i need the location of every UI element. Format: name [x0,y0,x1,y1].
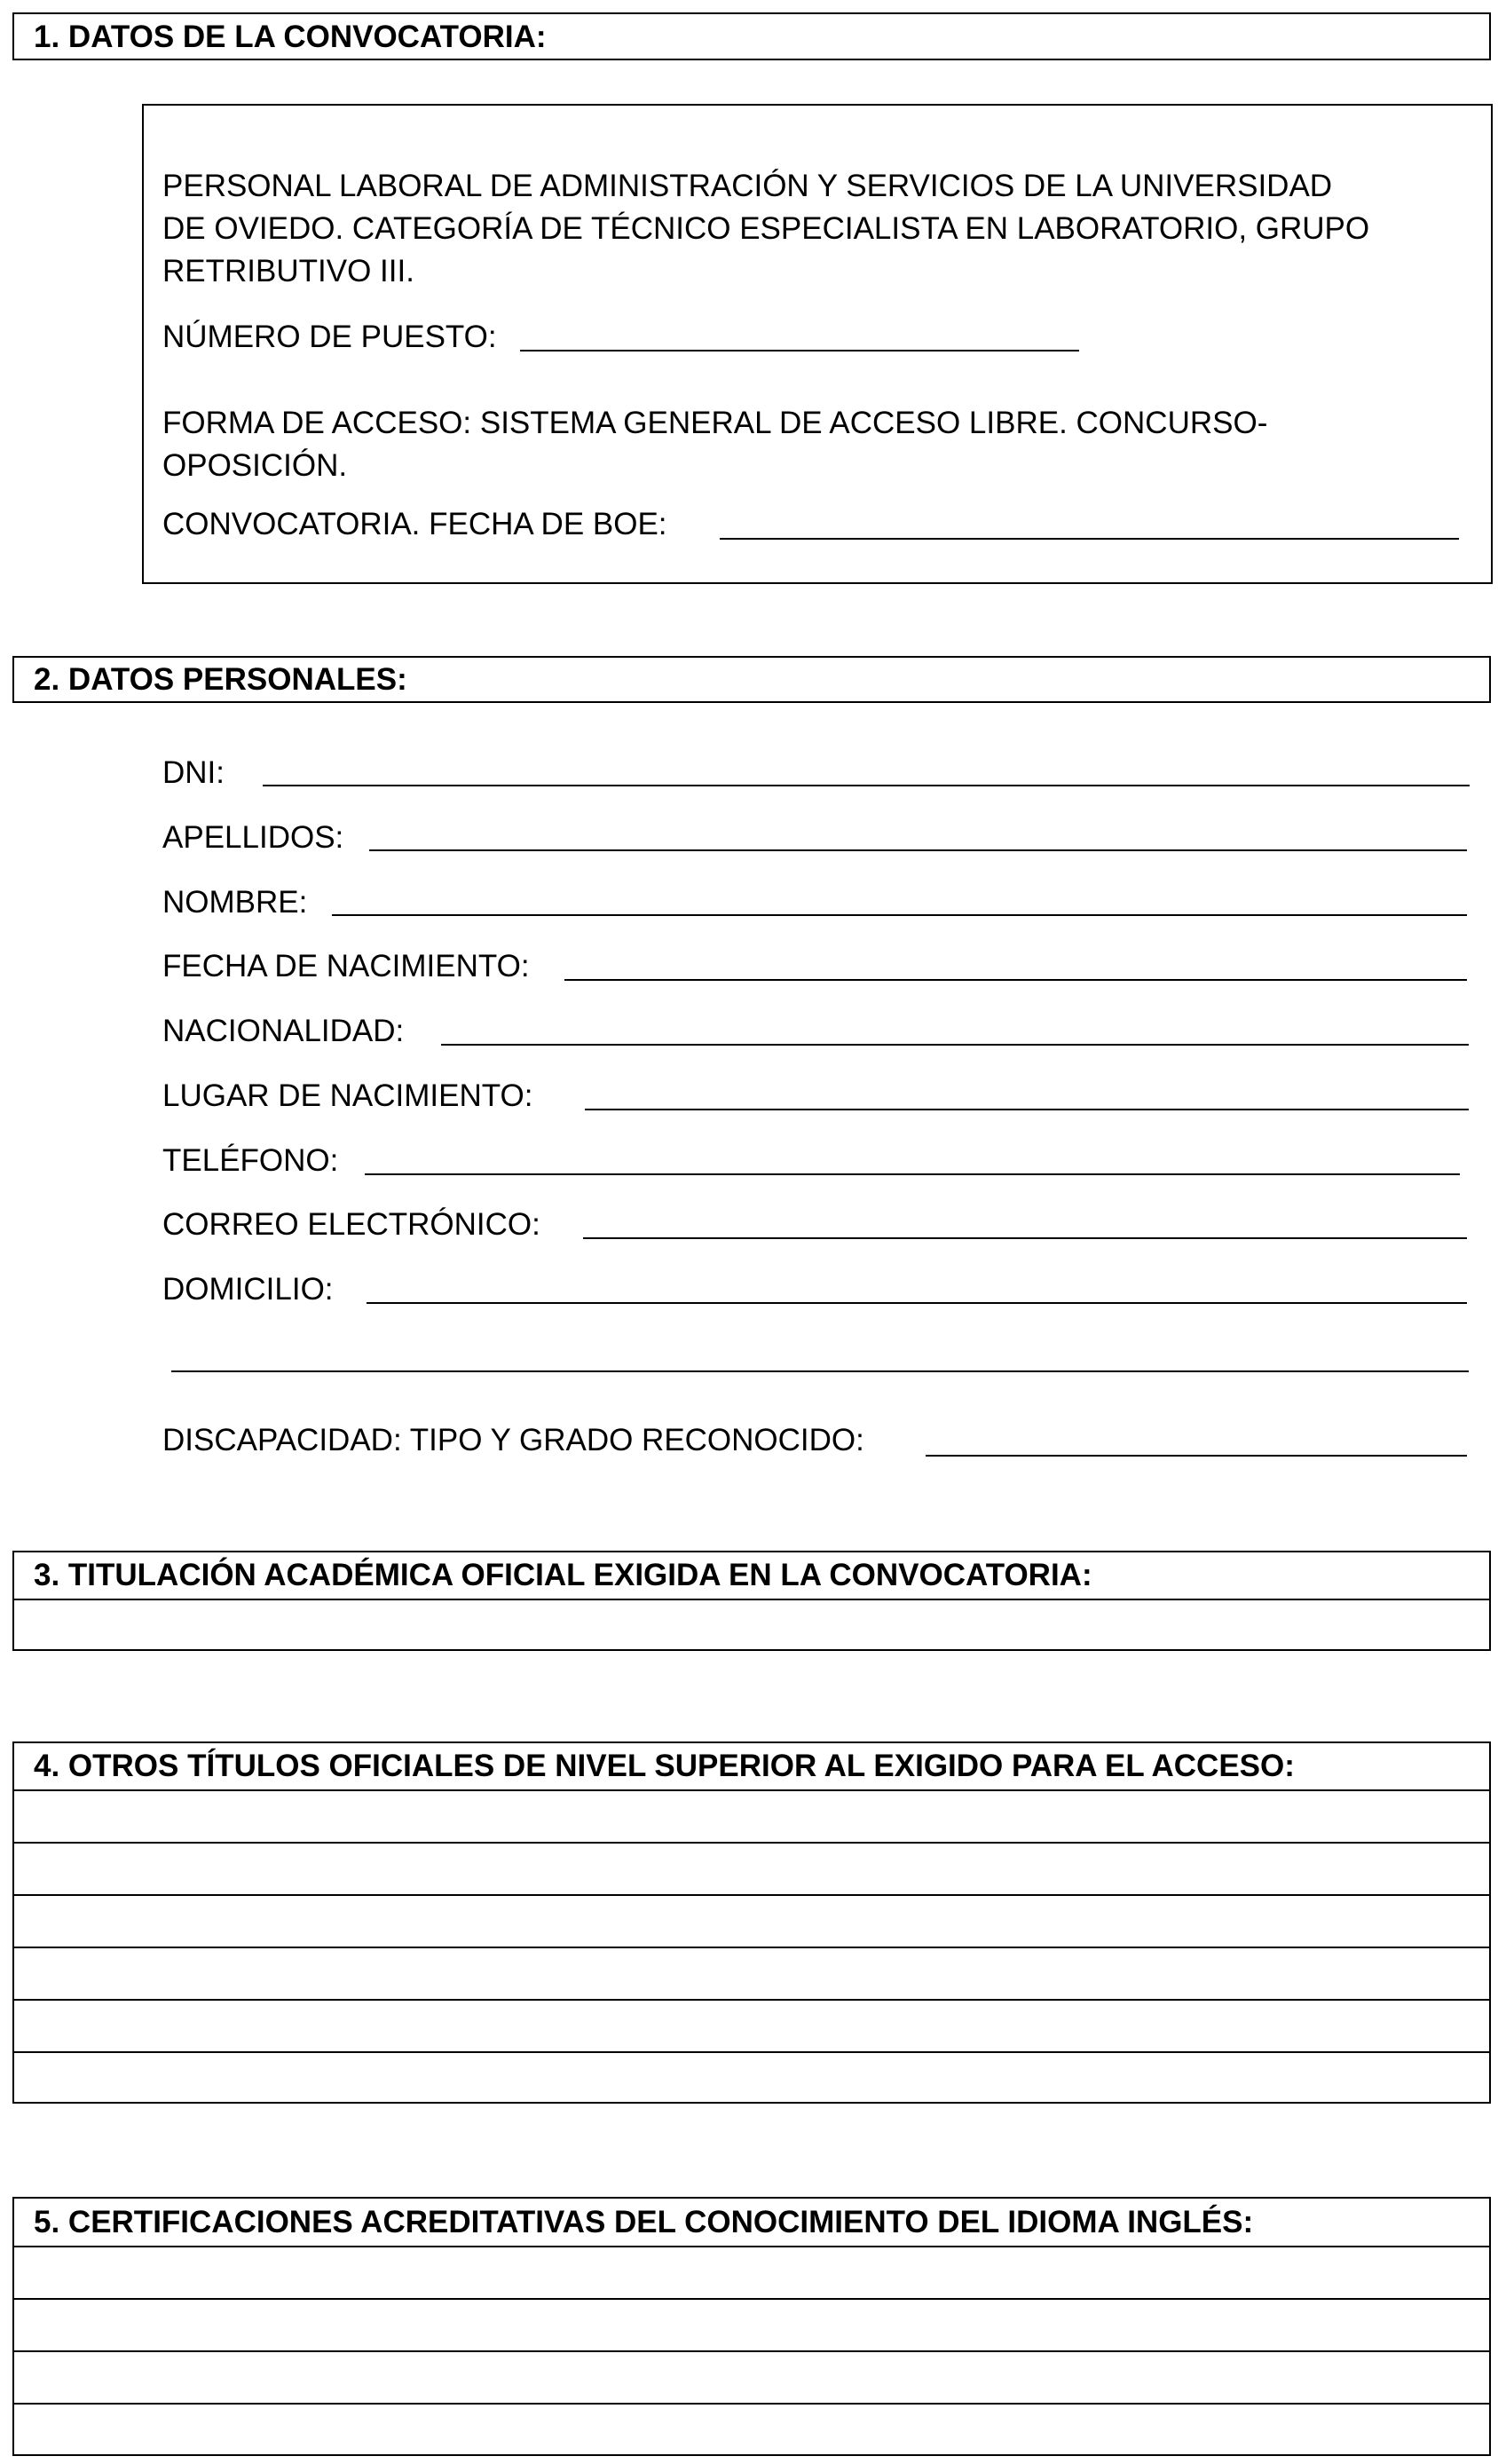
puesto-label: NÚMERO DE PUESTO: [162,320,497,354]
nacionalidad-field[interactable] [441,1044,1469,1046]
section-5-entry-row[interactable] [14,2403,1489,2454]
section-4-table [12,1741,1491,2104]
discapacidad-label: DISCAPACIDAD: TIPO Y GRADO RECONOCIDO: [162,1423,864,1457]
nacionalidad-label: NACIONALIDAD: [162,1014,405,1048]
boe-date-field[interactable] [720,538,1459,540]
convocatoria-text-line-1: PERSONAL LABORAL DE ADMINISTRACIÓN Y SERVICIOS DE LA UNIVERSIDAD [162,169,1333,203]
dni-field[interactable] [263,785,1470,786]
section-2-title: 2. DATOS PERSONALES: [34,662,407,697]
nombre-field[interactable] [332,914,1467,916]
apellidos-field[interactable] [369,849,1467,851]
section-4-title: 4. OTROS TÍTULOS OFICIALES DE NIVEL SUPERIOR AL EXIGIDO PARA EL ACCESO: [34,1749,1295,1783]
section-5-title: 5. CERTIFICACIONES ACREDITATIVAS DEL CONOCIMIENTO DEL IDIOMA INGLÉS: [34,2204,1254,2239]
section-1-header [12,12,1491,60]
telefono-field[interactable] [365,1173,1460,1175]
section-4-entry-row[interactable] [14,1842,1489,1894]
dni-label: DNI: [162,755,225,790]
acceso-text-line-1: FORMA DE ACCESO: SISTEMA GENERAL DE ACCESO LIBRE. CONCURSO- [162,406,1268,440]
section-4-entry-row[interactable] [14,1947,1489,1999]
section-4-header [14,1743,1489,1789]
section-3-title: 3. TITULACIÓN ACADÉMICA OFICIAL EXIGIDA EN LA CONVOCATORIA: [34,1558,1092,1592]
section-5-entry-row[interactable] [14,2246,1489,2298]
lugar-nacimiento-label: LUGAR DE NACIMIENTO: [162,1078,533,1113]
section-4-entry-row[interactable] [14,1789,1489,1842]
nombre-label: NOMBRE: [162,885,308,920]
section-4-entry-row[interactable] [14,1894,1489,1947]
puesto-field[interactable] [520,350,1079,351]
discapacidad-field[interactable] [926,1455,1467,1457]
section-5-header [14,2199,1489,2246]
section-5-entry-row[interactable] [14,2350,1489,2403]
fecha-nacimiento-field[interactable] [564,979,1467,981]
correo-label: CORREO ELECTRÓNICO: [162,1207,540,1242]
section-1-title: 1. DATOS DE LA CONVOCATORIA: [34,19,547,54]
section-5-entry-row[interactable] [14,2298,1489,2350]
domicilio-field[interactable] [367,1302,1467,1304]
section-3-entry-row[interactable] [14,1599,1489,1649]
section-3-header [14,1552,1489,1599]
correo-field[interactable] [583,1237,1467,1239]
section-5-table [12,2197,1491,2456]
boe-label: CONVOCATORIA. FECHA DE BOE: [162,507,667,541]
domicilio-label: DOMICILIO: [162,1272,334,1307]
fecha-nacimiento-label: FECHA DE NACIMIENTO: [162,949,530,983]
convocatoria-text-line-3: RETRIBUTIVO III. [162,254,414,288]
section-4-entry-row[interactable] [14,2051,1489,2102]
section-3-table [12,1551,1491,1651]
acceso-text-line-2: OPOSICIÓN. [162,448,348,483]
apellidos-label: APELLIDOS: [162,820,344,855]
section-4-entry-row[interactable] [14,1999,1489,2051]
convocatoria-text-line-2: DE OVIEDO. CATEGORÍA DE TÉCNICO ESPECIALISTA EN LABORATORIO, GRUPO [162,211,1370,246]
section-2-header [12,656,1491,703]
domicilio-field-continuation[interactable] [171,1370,1469,1372]
lugar-nacimiento-field[interactable] [585,1109,1469,1110]
telefono-label: TELÉFONO: [162,1143,339,1178]
